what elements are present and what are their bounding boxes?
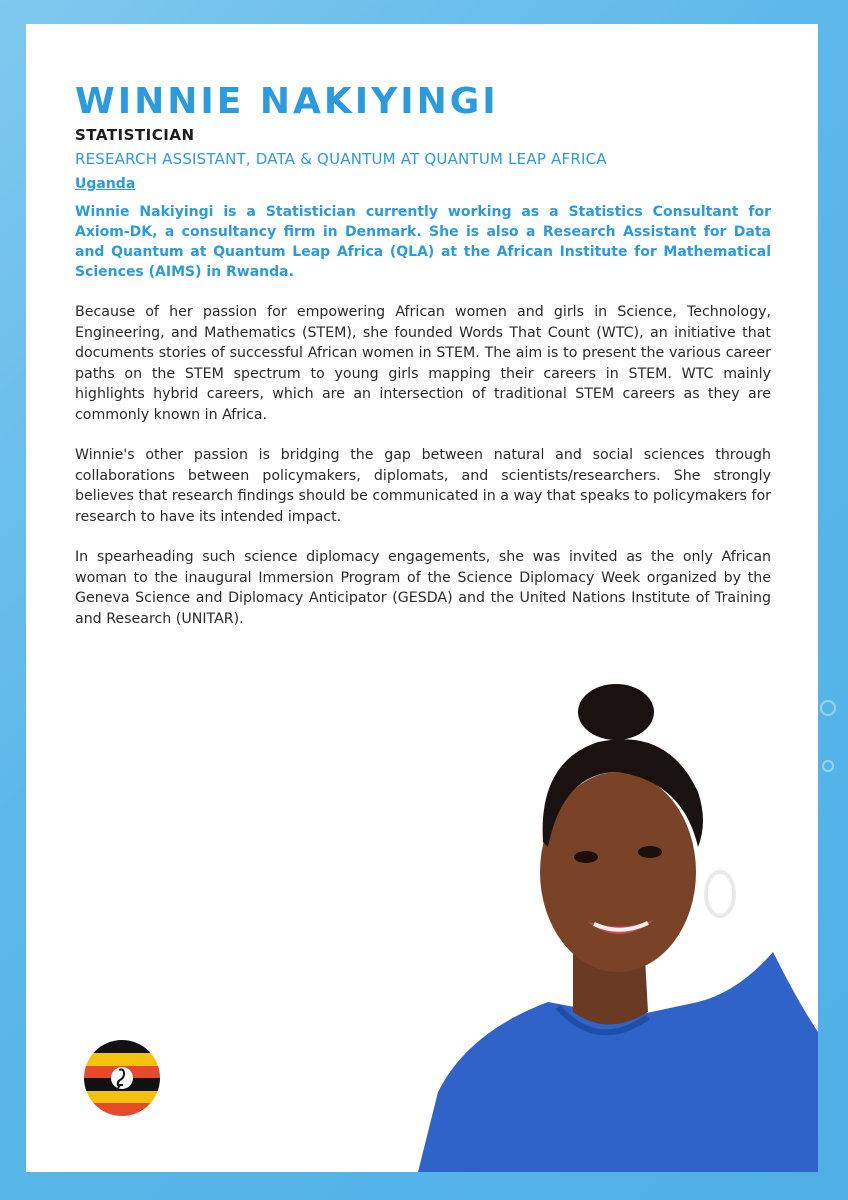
profile-name: WINNIE NAKIYINGI [75, 81, 499, 122]
profile-content [75, 82, 771, 629]
decorative-node-top [820, 700, 836, 716]
decorative-node-mid [822, 760, 834, 772]
bio-paragraph-2: Winnie's other passion is bridging the gap between natural and social sciences through collaborations between policymakers, diplomats, and scientists/researchers. She strongly believes that research findings should be communicated in a way that speaks to policymakers for research to have its intended impact. [75, 447, 771, 525]
bio-paragraph-1: Because of her passion for empowering African women and girls in Science, Technology, Engineering, and Mathematics (STEM), she founded Words That Count (WTC), an initiative that documents stories of successful African women in STEM. The aim is to present the various career paths on the STEM spectrum to young girls mapping their careers in STEM. WTC mainly highlights hybrid careers, which are an intersection of traditional STEM careers as they are commonly known in Africa. [75, 304, 771, 423]
bio-paragraph-3: In spearheading such science diplomacy engagements, she was invited as the only African woman to the inaugural Immersion Program of the Science Diplomacy Week organized by the Geneva Science and Diplomacy Anticipator (GESDA) and the United Nations Institute of Training and Research (UNITAR). [75, 549, 771, 627]
portrait-photo [398, 672, 818, 1172]
uganda-flag-icon [84, 1040, 160, 1116]
intro-paragraph: Winnie Nakiyingi is a Statistician currently working as a Statistics Consultant for Axiom-DK, a consultancy firm in Denmark. She is also a Research Assistant for Data and Quantum at Quantum Leap Africa (QLA) at the African Institute for Mathematical Sciences (AIMS) in Rwanda. [75, 204, 771, 280]
profile-role: RESEARCH ASSISTANT, DATA & QUANTUM AT QUANTUM LEAP AFRICA [75, 150, 607, 168]
country-link[interactable]: Uganda [75, 176, 136, 192]
profile-profession: STATISTICIAN [75, 126, 195, 144]
profile-card [26, 24, 818, 1172]
